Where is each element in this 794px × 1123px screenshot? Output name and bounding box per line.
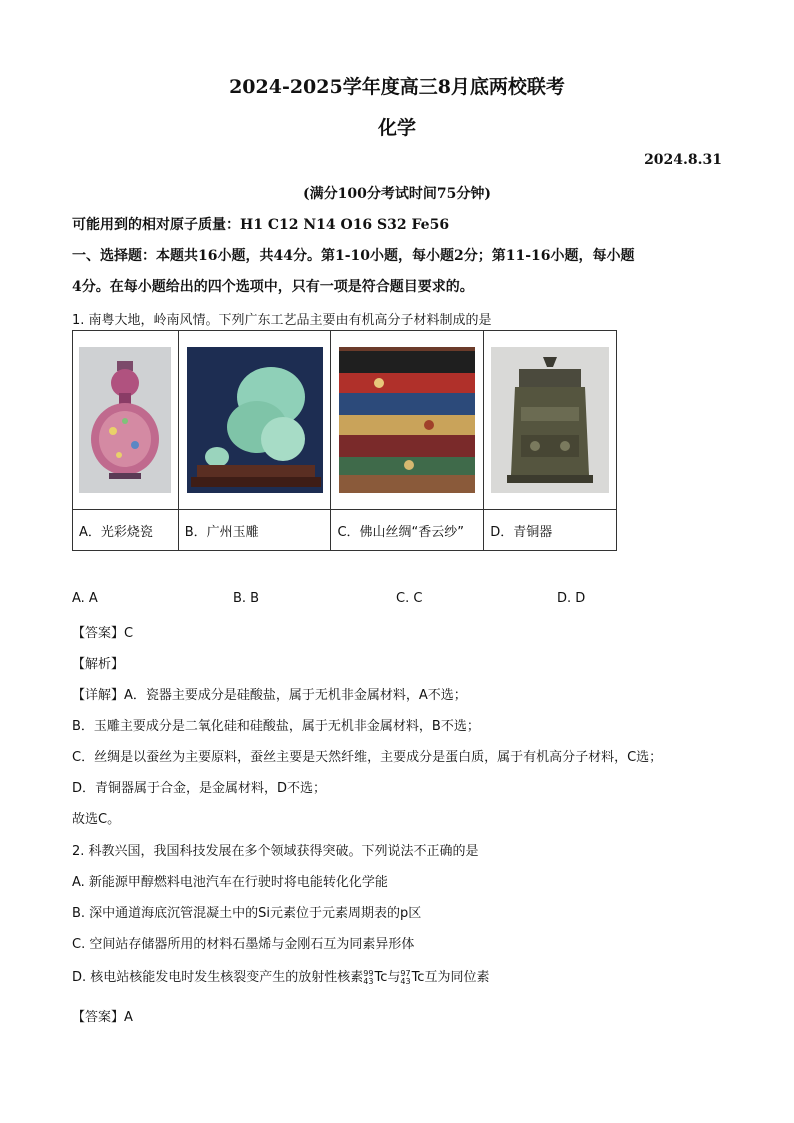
answer-value: A [124,1010,133,1025]
isotope-2-mass: 97 [400,968,411,978]
isotope-2-atomic-number: 43 [400,976,411,986]
q1-detail-line-5: 故选C。 [72,812,121,827]
jade-carving-image [187,347,323,493]
q1-cell-b-label: B．广州玉雕 [178,510,331,551]
isotope-1-numbers [363,970,373,986]
q1-analysis-label: 【解析】 [72,657,125,672]
q1-answer [72,622,133,641]
q1-option-a: A. A [72,591,98,606]
section-heading-line2: 4分。在每小题给出的四个选项中，只有一项是符合题目要求的。 [72,279,474,295]
exam-date: 2024.8.31 [644,152,722,168]
isotope-1-atomic-number: 43 [363,976,374,986]
q1-detail-line-1 [72,684,467,703]
q2-option-c: C. 空间站存储器所用的材料石墨烯与金刚石互为同素异形体 [72,937,415,952]
q1-cell-b-image [178,331,331,510]
q1-cell-c-image [331,331,484,510]
q1-option-c: C. C [396,591,423,606]
q2-option-d-mid: 与 [387,970,401,985]
exam-info: (满分100分考试时间75分钟) [303,186,491,202]
q2-answer [72,1006,133,1025]
isotope-1-mass: 99 [363,968,374,978]
answer-value: C [124,626,134,641]
atomic-masses: 可能用到的相对原子质量：H1 C12 N14 O16 S32 Fe56 [72,217,450,233]
q2-option-d-prefix: D. 核电站核能发电时发生核裂变产生的放射性核素 [72,970,364,985]
vase-image [79,347,171,493]
q2-option-d [72,966,489,986]
q1-option-b: B. B [233,591,260,606]
silk-fabric-image [339,347,475,493]
exam-subject: 化学 [377,117,416,139]
answer-label: 【答案】 [72,1010,125,1025]
q1-detail-line-4: D．青铜器属于合金，是金属材料，D不选； [72,781,327,796]
exam-title: 2024-2025学年度高三8月底两校联考 [229,76,565,98]
q1-cell-a-image [73,331,179,510]
q1-option-d: D. D [557,591,586,606]
answer-label: 【答案】 [72,626,125,641]
q1-cell-d-image [484,331,617,510]
isotope-2-numbers [400,970,410,986]
q1-image-table [72,330,617,551]
q1-detail-line-2: B．玉雕主要成分是二氧化硅和硅酸盐，属于无机非金属材料，B不选； [72,719,480,734]
section-heading-line1: 一、选择题：本题共16小题，共44分。第1-10小题，每小题2分；第11-16小题，每小题 [72,248,635,264]
detail-label: 【详解】 [72,688,125,703]
q2-option-d-suffix: 互为同位素 [424,970,490,985]
q2-stem: 2. 科教兴国，我国科技发展在多个领域获得突破。下列说法不正确的是 [72,844,479,859]
isotope-2-symbol: Tc [411,970,425,985]
bronze-vessel-image [491,347,609,493]
q2-option-b: B. 深中通道海底沉管混凝土中的Si元素位于元素周期表的p区 [72,906,422,921]
q2-option-a: A. 新能源甲醇燃料电池汽车在行驶时将电能转化化学能 [72,875,388,890]
q1-detail-line-3: C．丝绸是以蚕丝为主要原料，蚕丝主要是天然纤维，主要成分是蛋白质，属于有机高分子材料，C选； [72,750,663,765]
q1-stem: 1. 南粤大地，岭南风情。下列广东工艺品主要由有机高分子材料制成的是 [72,313,492,328]
q1-cell-d-label: D．青铜器 [484,510,617,551]
q1-cell-a-label: A．光彩烧瓷 [73,510,179,551]
isotope-1-symbol: Tc [374,970,388,985]
detail-text: A．瓷器主要成分是硅酸盐，属于无机非金属材料，A不选； [124,688,467,703]
q1-cell-c-label: C．佛山丝绸“香云纱” [331,510,484,551]
